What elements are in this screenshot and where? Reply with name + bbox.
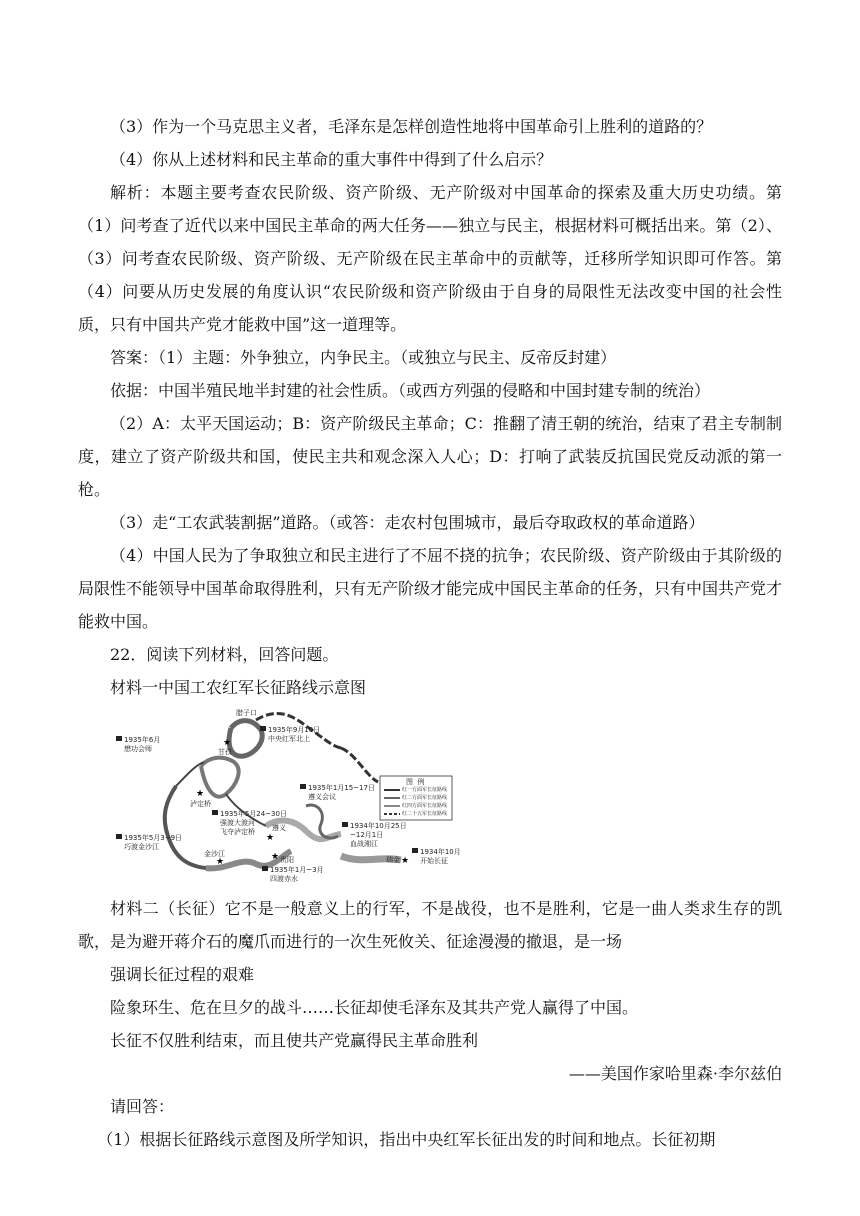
long-march-route-map	[116, 706, 461, 886]
question-22-1: （1）根据长征路线示意图及所学知识，指出中央红军长征出发的时间和地点。长征初期	[97, 1130, 716, 1149]
please-answer: 请回答：	[110, 1097, 175, 1116]
event-jinsha: 1935年5月3~9日 巧渡金沙江	[124, 834, 183, 851]
answer-1-basis: 依据：中国半殖民地半封建的社会性质。（或西方列强的侵略和中国封建专制的统治）	[110, 381, 711, 400]
flag-icon	[300, 784, 306, 789]
label-guiyang: 贵阳	[280, 856, 294, 864]
answer-4: （4）中国人民为了争取独立和民主进行了不屈不挠的抗争；农民阶级、资产阶级由于其阶级的局限性不能领导中国革命取得胜利，只有无产阶级才能完成中国民主革命的任务，只有中国共产党才能救中国。	[78, 546, 783, 631]
question-3: （3）作为一个马克思主义者，毛泽东是怎样创造性地将中国革命引上胜利的道路的？	[110, 117, 713, 136]
flag-icon	[116, 834, 122, 839]
flag-icon	[342, 822, 348, 827]
legend-item: 红二方面军长征路线	[402, 795, 448, 801]
event-start: 1934年10月 开始长征	[420, 848, 461, 865]
document-page	[78, 110, 782, 1156]
label-lazikou: 腊子口	[236, 709, 257, 717]
label-ruijin: 瑞金	[386, 856, 400, 864]
svg-text:★: ★	[223, 738, 232, 748]
event-north: 1935年9月10日 中央红军北上	[268, 726, 321, 743]
flag-icon	[116, 736, 122, 741]
question-22-heading: 22．阅读下列材料，回答问题。	[110, 645, 339, 664]
answer-3: （3）走“工农武装割据”道路。（或答：走农村包围城市，最后夺取政权的革命道路）	[110, 513, 705, 532]
label-jinshajiang: 金沙江	[204, 850, 225, 858]
event-maogong: 1935年6月 懋功会师	[124, 736, 161, 753]
answer-2: （2）A：太平天国运动；B：资产阶级民主革命；C：推翻了清王朝的统治，结束了君主专制制度，建立了资产阶级共和国，使民主共和观念深入人心；D：打响了武装反抗国民党反动派的第一枪。	[78, 414, 782, 499]
event-xiangjiang: 1934年10月25日 ~12月1日 血战湘江	[350, 822, 407, 848]
legend-item: 红二十五军长征路线	[402, 811, 448, 817]
event-chishui: 1935年1月~3月 四渡赤水	[270, 866, 324, 883]
event-dadu: 1935年5月24~30日 强渡大渡河 飞夺泸定桥	[220, 810, 287, 836]
label-ganzi: 甘孜	[218, 748, 232, 756]
legend-item: 红四方面军长征路线	[402, 803, 448, 809]
svg-text:★: ★	[216, 857, 225, 867]
legend-item: 红一方面军长征路线	[402, 787, 448, 793]
flag-icon	[412, 848, 418, 853]
legend-title: 图 例	[406, 778, 425, 786]
label-luding: 泸定桥	[190, 800, 211, 808]
svg-text:★: ★	[271, 852, 280, 862]
material-2-source: ——美国作家哈里森·李尔兹伯	[568, 1064, 782, 1083]
material-2: 材料二（长征）它不是一般意义上的行军，不是战役，也不是胜利，它是一曲人类求生存的凯歌，是为避开蒋介石的魔爪而进行的一次生死攸关、征途漫漫的撤退，是一场	[78, 899, 782, 951]
material-2-line-3: 长征不仅胜利结束，而且使共产党赢得民主革命胜利	[110, 1031, 479, 1050]
flag-icon	[260, 726, 266, 731]
material-1-caption: 材料一中国工农红军长征路线示意图	[110, 678, 367, 697]
answer-1: 答案：（1）主题：外争独立，内争民主。（或独立与民主、反帝反封建）	[110, 348, 617, 367]
event-zunyi: 1935年1月15~17日 遵义会议	[308, 784, 375, 801]
question-4: （4）你从上述材料和民主革命的重大事件中得到了什么启示？	[110, 150, 553, 169]
svg-text:★: ★	[196, 789, 205, 799]
analysis-paragraph: 解析：本题主要考查农民阶级、资产阶级、无产阶级对中国革命的探索及重大历史功绩。第（1）问考查了近代以来中国民主革命的两大任务——独立与民主，根据材料可概括出来。第（2）、（3）问考查农民阶级、资产阶级、无产阶级在民主革命中的贡献等，迁移所学知识即可作答。第（4）问要从历史发展的角度认识“农民阶级和资产阶级由于自身的局限性无法改变中国的社会性质，只有中国共产党才能救中国”这一道理等。	[78, 183, 782, 334]
flag-icon	[212, 810, 218, 815]
material-2-line-1: 强调长征过程的艰难	[110, 965, 255, 984]
svg-text:★: ★	[266, 833, 275, 843]
material-2-line-2: 险象环生、危在旦夕的战斗……长征却使毛泽东及其共产党人赢得了中国。	[110, 998, 639, 1017]
flag-icon	[262, 866, 268, 871]
label-zunyi: 遵义	[272, 824, 286, 832]
svg-text:★: ★	[401, 856, 410, 866]
